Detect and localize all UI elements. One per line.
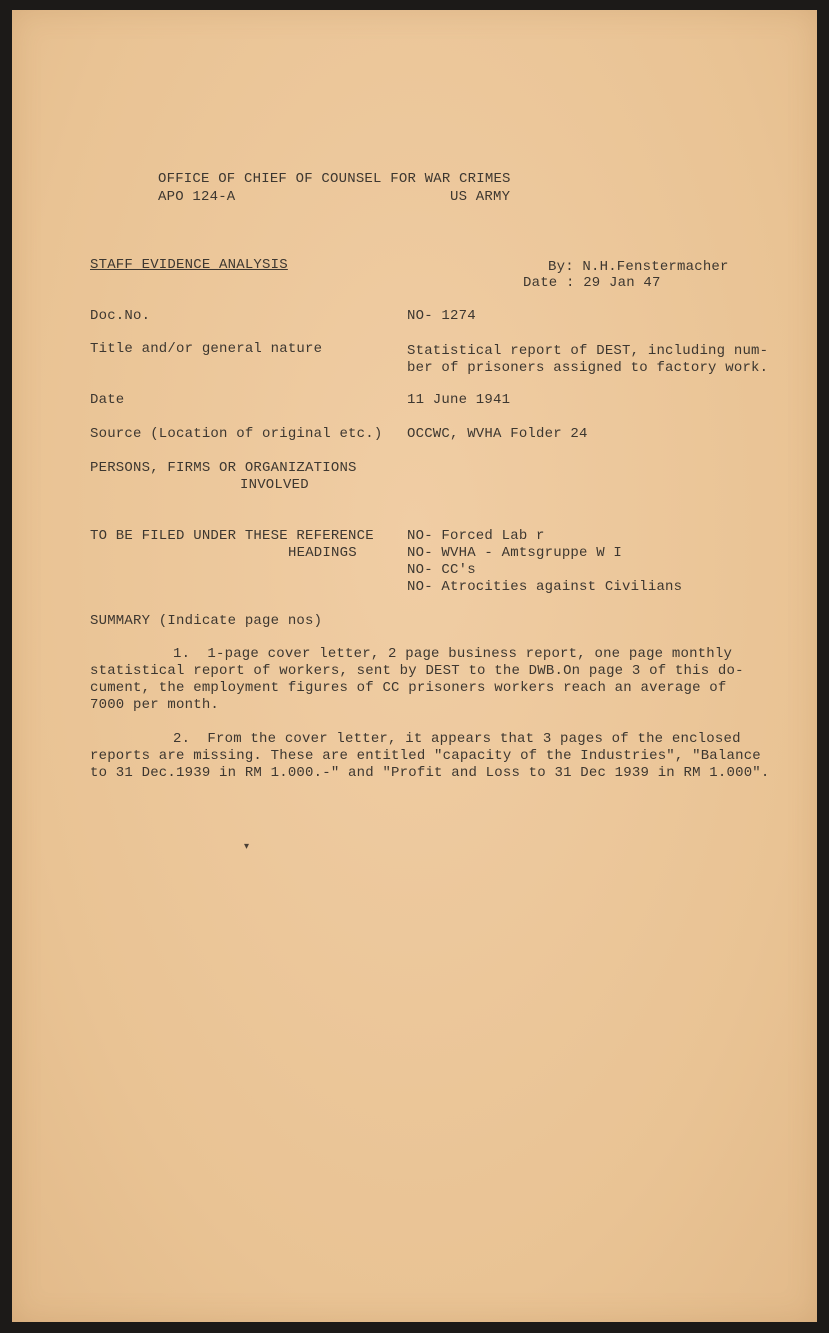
title-value-line-2: ber of prisoners assigned to factory work. [407,360,769,376]
date-value: 11 June 1941 [407,392,511,408]
ink-mark: ▾ [244,841,250,852]
analyst-name: By: N.H.Fenstermacher [548,259,729,275]
summary-paragraph-1-line: cument, the employment figures of CC prisoners workers reach an average of [90,680,727,696]
reference-heading: NO- Forced Lab r [407,528,545,544]
filed-label-line-1: TO BE FILED UNDER THESE REFERENCE [90,528,374,544]
army-label: US ARMY [450,189,511,205]
source-value: OCCWC, WVHA Folder 24 [407,426,588,442]
title-label: Title and/or general nature [90,341,323,357]
title-value-line-1: Statistical report of DEST, including num- [407,343,769,359]
reference-heading: NO- WVHA - Amtsgruppe W I [407,545,623,561]
summary-paragraph-2-line: to 31 Dec.1939 in RM 1.000.-" and "Profit and Loss to 31 Dec 1939 in RM 1.000". [90,765,770,781]
reference-heading: NO- CC's [407,562,476,578]
summary-paragraph-2-line: 2. From the cover letter, it appears that 3 pages of the enclosed [173,731,741,747]
staff-evidence-analysis-title: STAFF EVIDENCE ANALYSIS [90,257,288,273]
analysis-date: Date : 29 Jan 47 [523,275,661,291]
source-label: Source (Location of original etc.) [90,426,383,442]
doc-no-value: NO- 1274 [407,308,476,324]
summary-paragraph-1-line: statistical report of workers, sent by DEST to the DWB.On page 3 of this do- [90,663,744,679]
date-label: Date [90,392,125,408]
apo-number: APO 124-A [158,189,236,205]
persons-label-line-1: PERSONS, FIRMS OR ORGANIZATIONS [90,460,357,476]
summary-paragraph-1-line: 7000 per month. [90,697,220,713]
doc-no-label: Doc.No. [90,308,151,324]
reference-heading: NO- Atrocities against Civilians [407,579,683,595]
persons-label-line-2: INVOLVED [240,477,309,493]
filed-label-line-2: HEADINGS [288,545,357,561]
summary-label: SUMMARY (Indicate page nos) [90,613,323,629]
summary-paragraph-2-line: reports are missing. These are entitled "capacity of the Industries", "Balance [90,748,761,764]
summary-paragraph-1-line: 1. 1-page cover letter, 2 page business report, one page monthly [173,646,733,662]
office-heading: OFFICE OF CHIEF OF COUNSEL FOR WAR CRIMES [158,171,511,187]
